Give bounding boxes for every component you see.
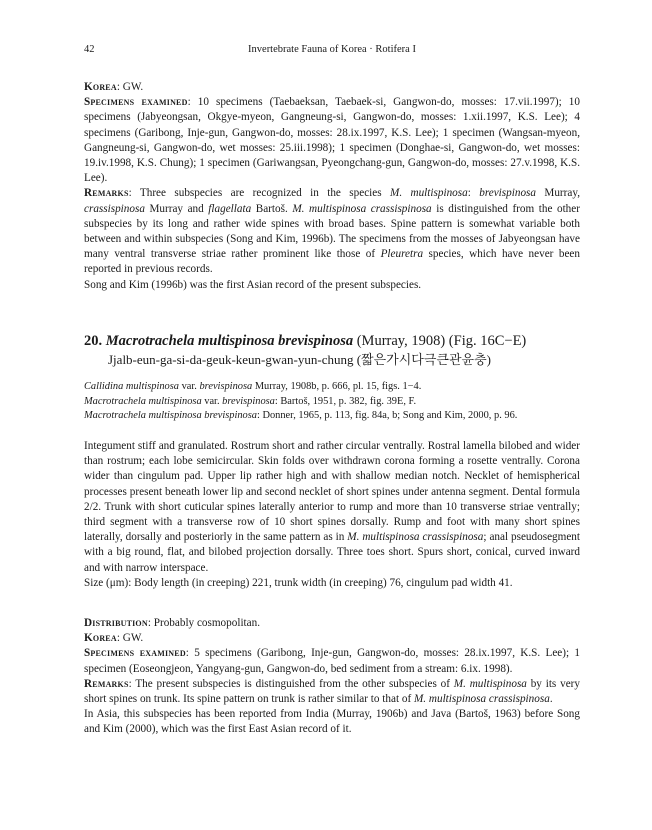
species-name: Macrotrachela multispinosa brevispinosa	[105, 333, 354, 349]
page-number: 42	[84, 44, 95, 55]
specimens-examined-paragraph	[84, 95, 580, 186]
remarks-label: Remarks	[84, 187, 129, 200]
korean-hangul: (짧은가시다극큰관윤충)	[356, 352, 491, 367]
specimens-label: Specimens examined	[84, 96, 188, 109]
taxon-italic: M. multispinosa crassispinosa	[347, 531, 484, 544]
taxon-italic: brevispinosa	[479, 187, 536, 200]
synonym-entry	[84, 380, 584, 395]
korea-label: Korea	[84, 81, 117, 93]
synonym-ref: : Donner, 1965, p. 113, fig. 84a, b; Song and Kim, 2000, p. 96.	[256, 410, 518, 422]
page-header	[84, 44, 580, 60]
species-authority: (Murray, 1908) (Fig. 16C−E)	[353, 333, 527, 349]
remarks-text: Bartoš.	[251, 202, 293, 215]
distribution-label: Distribution	[84, 617, 148, 629]
remarks-text: is distinguished from the other subspecies by its long and rather wide spines with broad bases. Spine pattern is somewhat variable both between and within subspecies (Song and Kim, 1996b). The specimens from the mosses of Jabyeongsan have many ventral transverse striae rather prominent like those of	[84, 202, 580, 261]
korea-value: : GW.	[116, 632, 144, 645]
synonym-var-name: brevispinosa	[222, 395, 275, 407]
remarks-text: : Three subspecies are recognized in the species	[128, 187, 390, 200]
synonym-var: var.	[178, 381, 200, 392]
section-distribution	[84, 616, 580, 738]
korea-line	[84, 631, 580, 646]
description-text: ; anal pseudosegment with a big round, flat, and bilobed projection dorsally. Three toes short. Spurs short, conical, curved inward and with narrow interspace.	[84, 531, 580, 574]
taxon-italic: flagellata	[208, 202, 252, 215]
description-text: Integument stiff and granulated. Rostrum short and rather circular ventrally. Rostral lamella bilobed and wider than rostrum; each lobe semicircular. Skin folds over withdrawn corona forming a rosette ventrally. Corona wider than cingulum pad. Upper lip rather high and with shallow median notch. Necklet of hemispherical processes present beneath lower lip and second necklet of short spines under antenna segment. Dental formula 2/2. Trunk with short cuticular spines laterally anterior to rump and more than 10 transverse striae ventrally; third segment with a transverse row of 10 short spines dorsally. Rump and foot with many short spines laterally, dorsally and posteriorly in the same pattern as in	[84, 440, 580, 544]
remarks-paragraph	[84, 677, 580, 707]
synonym-name: Callidina multispinosa	[84, 381, 179, 392]
synonymy-list	[84, 380, 584, 424]
section-previous-species	[84, 80, 580, 293]
description-paragraph	[84, 439, 580, 576]
species-number: 20.	[84, 333, 103, 349]
specimens-examined-paragraph	[84, 646, 580, 676]
synonym-name: Macrotrachela multispinosa	[84, 395, 202, 407]
synonym-ref: Murray, 1908b, p. 666, pl. 15, figs. 1−4.	[252, 381, 422, 392]
remarks-text: by its very short spines on trunk. Its spine pattern on trunk is rather similar to that of	[84, 677, 580, 706]
specimens-text: : 10 specimens (Taebaeksan, Taebaek-si, Gangwon-do, mosses: 17.vii.1997); 10 specimens (Jabyeongsan, Okgye-myeon, Gangneung-si, Gangwon-do, mosses: 1.xii.1997, K.S. Lee); 4 specimens (Garibong, Inje-gun, Gangwon-do, mosses: 28.ix.1997, K.S. Lee); 1 specimen (Wangsan-myeon, Gangneung-si, Gangwon-do, wet mosses: 25.iii.1998); 1 specimen (Donghae-si, Gangwon-do, wet mosses: 19.iv.1998, K.S. Chung); 1 specimen (Gariwangsan, Pyeongchang-gun, Gangwon-do, mosses: 27.v.1998, K.S. Lee).	[84, 96, 580, 185]
korea-line	[84, 80, 580, 95]
taxon-italic: M. multispinosa crassispinosa	[292, 202, 432, 215]
remarks-text: .	[549, 693, 553, 706]
remarks-text: Murray,	[535, 187, 581, 200]
species-heading	[84, 332, 604, 351]
synonym-entry	[84, 409, 584, 424]
synonym-entry	[84, 395, 584, 410]
taxon-italic: Pleuretra	[380, 248, 424, 261]
taxon-italic: M. multispinosa	[390, 187, 468, 200]
korea-value: : GW.	[116, 81, 144, 93]
distribution-line	[84, 616, 580, 631]
remarks-label: Remarks	[84, 677, 129, 690]
remarks-text: Murray and	[144, 202, 209, 215]
remarks-paragraph	[84, 186, 580, 277]
synonym-ref: : Bartoš, 1951, p. 382, fig. 39E, F.	[274, 395, 417, 407]
distribution-value: : Probably cosmopolitan.	[147, 617, 261, 629]
remarks-text: : The present subspecies is distinguished from the other subspecies of	[128, 677, 454, 690]
remarks-text: :	[467, 187, 480, 200]
specimens-text: : 5 specimens (Garibong, Inje-gun, Gangwon-do, mosses: 28.ix.1997, K.S. Lee); 1 specimen (Eoseongjeon, Yangyang-gun, Gangwon-do, bed sediment from a stream: 6.ix. 1998).	[84, 647, 580, 675]
synonym-name: Macrotrachela multispinosa brevispinosa	[84, 410, 257, 422]
first-record-paragraph: Song and Kim (1996b) was the first Asian record of the present subspecies.	[84, 278, 422, 291]
specimens-label: Specimens examined	[84, 647, 186, 660]
korean-name	[108, 351, 588, 368]
running-title: Invertebrate Fauna of Korea · Rotifera I	[248, 44, 416, 55]
asia-record-paragraph: In Asia, this subspecies has been reported from India (Murray, 1906b) and Java (Bartoš, 1963) before Song and Kim (2000), which was the first East Asian record of it.	[84, 708, 580, 736]
taxon-italic: M. multispinosa	[453, 677, 527, 690]
size-paragraph: Size (μm): Body length (in creeping) 221, trunk width (in creeping) 76, cingulum pad width 41.	[84, 576, 513, 589]
taxon-italic: crassispinosa	[84, 202, 145, 215]
taxon-italic: M. multispinosa crassispinosa	[413, 693, 550, 706]
korea-label: Korea	[84, 632, 117, 645]
description-block	[84, 439, 580, 591]
korean-romanized: Jjalb-eun-ga-si-da-geuk-keun-gwan-yun-chung	[108, 352, 354, 367]
synonym-var: var.	[201, 395, 223, 407]
remarks-text: species, which have never been reported in previous records.	[84, 248, 580, 276]
synonym-var-name: brevispinosa	[199, 381, 253, 392]
